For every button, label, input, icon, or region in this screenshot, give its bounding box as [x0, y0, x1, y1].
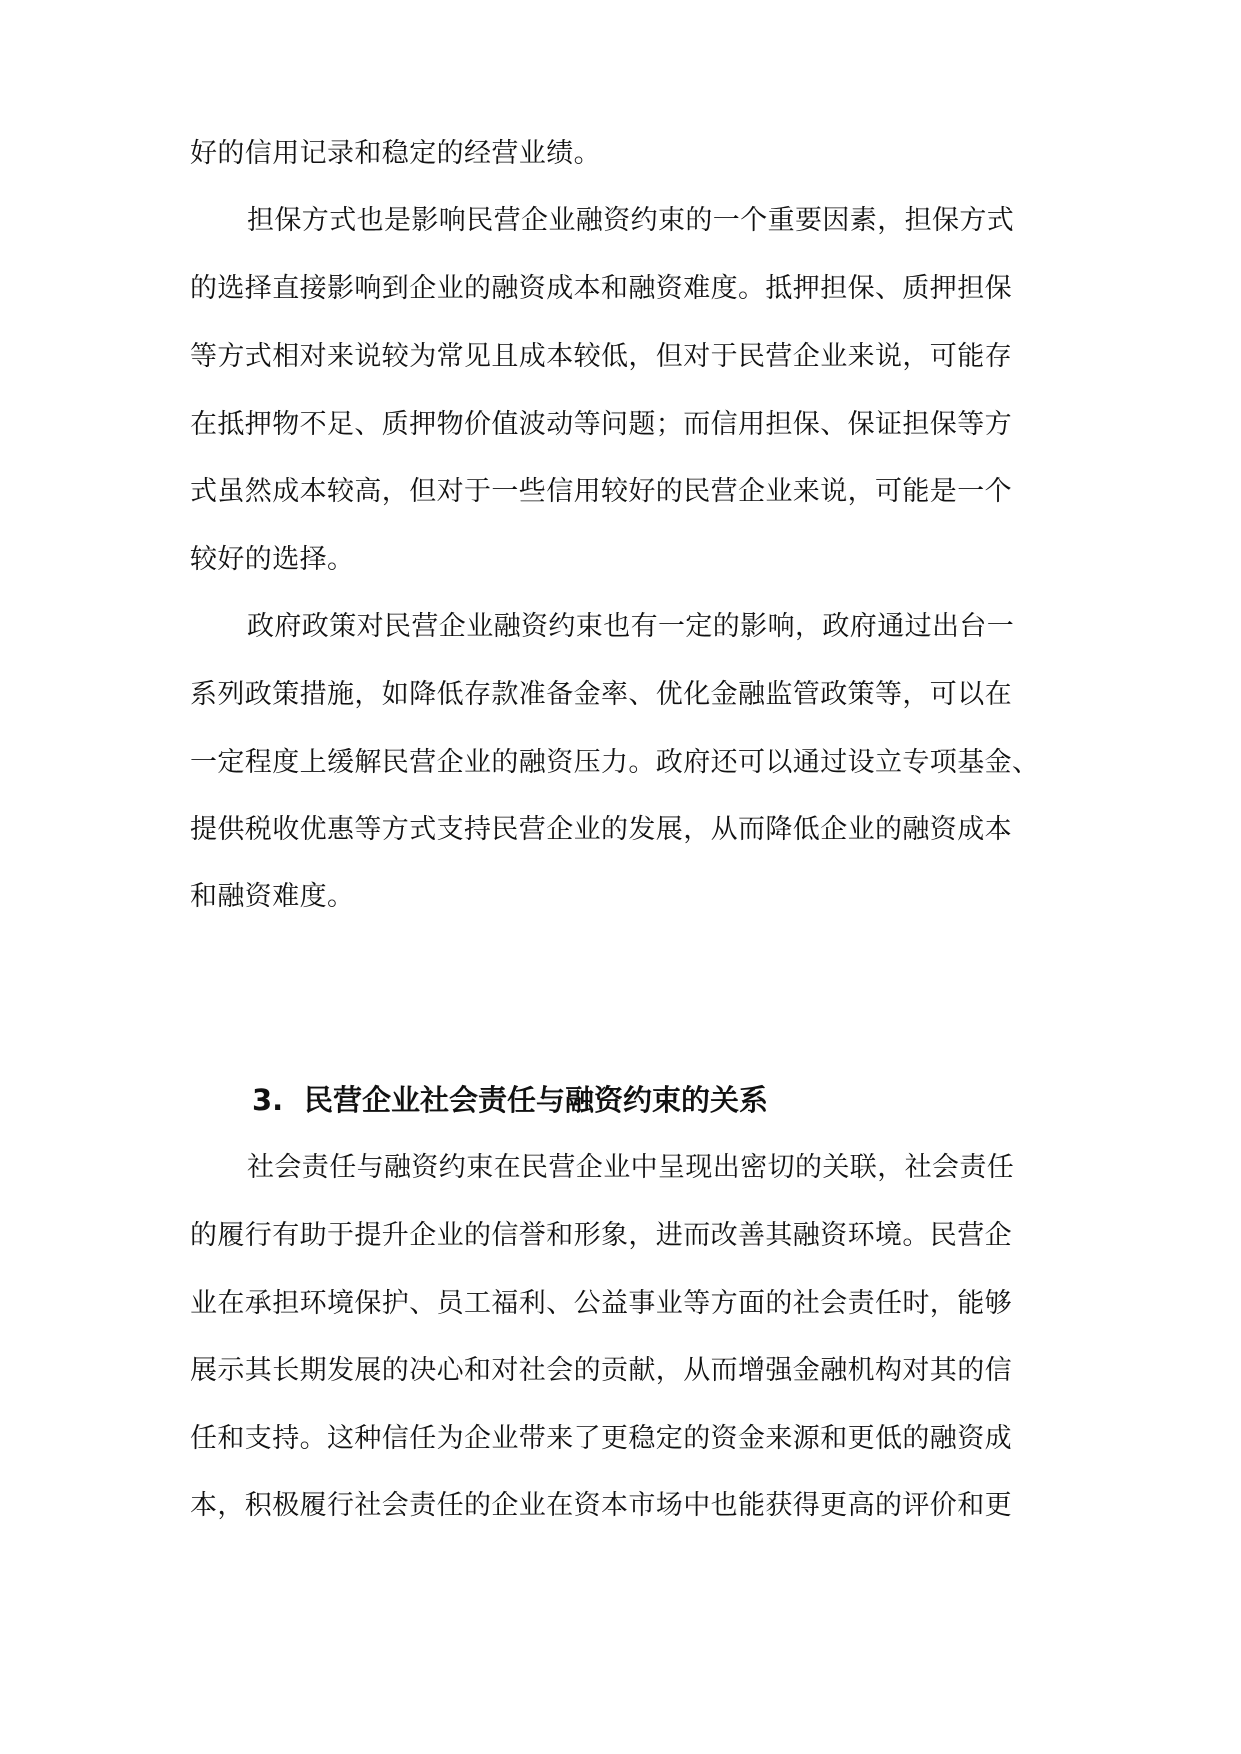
paragraph-line: 业在承担环境保护、员工福利、公益事业等方面的社会责任时，能够 — [190, 1288, 1012, 1319]
paragraph-line: 社会责任与融资约束在民营企业中呈现出密切的关联，社会责任 — [247, 1152, 1015, 1183]
paragraph-line: 本，积极履行社会责任的企业在资本市场中也能获得更高的评价和更 — [190, 1490, 1012, 1521]
section-title: 民营企业社会责任与融资约束的关系 — [304, 1083, 769, 1117]
paragraph-line: 较好的选择。 — [190, 544, 355, 575]
section-heading — [252, 1080, 768, 1120]
paragraph-line: 提供税收优惠等方式支持民营企业的发展，从而降低企业的融资成本 — [190, 814, 1012, 845]
paragraph-line: 展示其长期发展的决心和对社会的贡献，从而增强金融机构对其的信 — [190, 1355, 1012, 1386]
paragraph-line: 式虽然成本较高，但对于一些信用较好的民营企业来说，可能是一个 — [190, 476, 1012, 507]
paragraph-line: 系列政策措施，如降低存款准备金率、优化金融监管政策等，可以在 — [190, 679, 1012, 710]
paragraph-line: 在抵押物不足、质押物价值波动等问题；而信用担保、保证担保等方 — [190, 409, 1012, 440]
paragraph-line: 好的信用记录和稳定的经营业绩。 — [190, 138, 601, 169]
paragraph-line: 的选择直接影响到企业的融资成本和融资难度。抵押担保、质押担保 — [190, 273, 1012, 304]
paragraph-line: 任和支持。这种信任为企业带来了更稳定的资金来源和更低的融资成 — [190, 1423, 1012, 1454]
paragraph-line: 一定程度上缓解民营企业的融资压力。政府还可以通过设立专项基金、 — [190, 747, 1040, 778]
paragraph-line: 担保方式也是影响民营企业融资约束的一个重要因素，担保方式 — [247, 205, 1015, 236]
section-number: 3. — [252, 1083, 284, 1117]
paragraph-line: 政府政策对民营企业融资约束也有一定的影响，政府通过出台一 — [247, 611, 1015, 642]
paragraph-line: 的履行有助于提升企业的信誉和形象，进而改善其融资环境。民营企 — [190, 1220, 1012, 1251]
paragraph-line: 等方式相对来说较为常见且成本较低，但对于民营企业来说，可能存 — [190, 341, 1012, 372]
paragraph-line: 和融资难度。 — [190, 881, 355, 912]
